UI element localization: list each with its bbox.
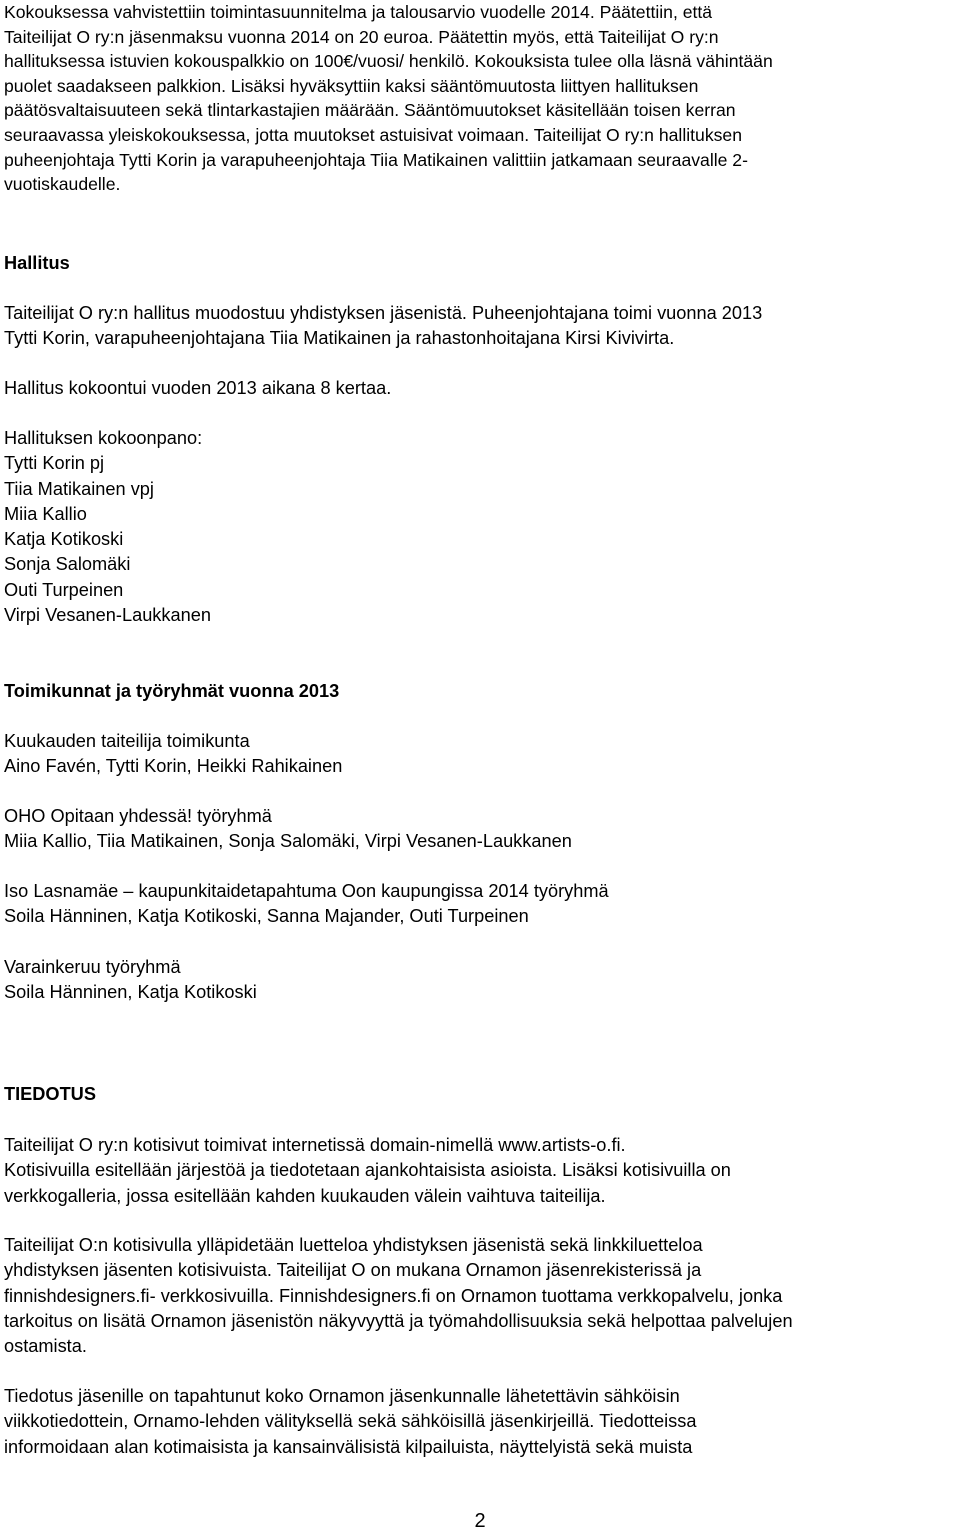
text-line: Kokouksessa vahvistettiin toimintasuunnitelma ja talousarvio vuodelle 2014. Päätettiin, että [4, 2, 713, 22]
group-members: Soila Hänninen, Katja Kotikoski [4, 982, 257, 1003]
group-block [4, 955, 257, 1006]
text-line: verkkogalleria, jossa esitellään kahden kuukauden välein vaihtuva taiteilija. [4, 1185, 606, 1206]
group-block [4, 729, 342, 780]
member-item: Miia Kallio [4, 503, 87, 524]
text-line: vuotiskaudelle. [4, 174, 121, 195]
section-heading-tiedotus: TIEDOTUS [4, 1084, 96, 1104]
group-block [4, 804, 572, 855]
text-line: päätösvaltaisuuteen sekä tlintarkastajien määrään. Sääntömuutokset käsitellään toisen kerran [4, 100, 736, 121]
text-line: puolet saadakseen palkkion. Lisäksi hyväksyttiin kaksi sääntömuutosta liittyen hallituksen [4, 75, 699, 96]
text-line: finnishdesigners.fi- verkkosivuilla. Finnishdesigners.fi on Ornamon tuottama verkkopalvelu, jonka [4, 1285, 783, 1306]
hallitus-meetings-text: Hallitus kokoontui vuoden 2013 aikana 8 kertaa. [4, 378, 392, 398]
text-line: Kotisivuilla esitellään järjestöä ja tiedotetaan ajankohtaisista asioista. Lisäksi kotisivuilla on [4, 1160, 731, 1181]
tiedotus-paragraph [4, 1133, 731, 1209]
group-name: Varainkeruu työryhmä [4, 957, 181, 977]
member-item: Katja Kotikoski [4, 529, 124, 550]
group-members: Miia Kallio, Tiia Matikainen, Sonja Salomäki, Virpi Vesanen-Laukkanen [4, 831, 572, 852]
text-line: hallituksessa istuvien kokouspalkkio on 100€/vuosi/ henkilö. Kokouksista tulee olla läsnä vähintään [4, 51, 773, 72]
group-members: Aino Favén, Tytti Korin, Heikki Rahikainen [4, 756, 343, 777]
page-number: 2 [474, 1510, 486, 1532]
tiedotus-paragraph [4, 1233, 793, 1359]
text-line: Tiedotus jäsenille on tapahtunut koko Ornamon jäsenkunnalle lähetettävin sähköisin [4, 1386, 680, 1406]
intro-paragraph [4, 0, 773, 197]
text-line: Taiteilijat O:n kotisivulla ylläpidetään luetteloa yhdistyksen jäsenistä sekä linkkiluetteloa [4, 1235, 703, 1255]
section-heading-hallitus: Hallitus [4, 253, 70, 273]
member-item: Sonja Salomäki [4, 554, 131, 575]
group-block [4, 879, 609, 930]
member-item: Outi Turpeinen [4, 579, 124, 600]
group-members: Soila Hänninen, Katja Kotikoski, Sanna Majander, Outi Turpeinen [4, 906, 529, 927]
hallitus-paragraph [4, 301, 762, 352]
text-line: Taiteilijat O ry:n kotisivut toimivat internetissä domain-nimellä www.artists-o.fi. [4, 1135, 626, 1155]
text-line: Taiteilijat O ry:n hallitus muodostuu yhdistyksen jäsenistä. Puheenjohtajana toimi vuonna 2013 [4, 303, 763, 323]
text-line: informoidaan alan kotimaisista ja kansainvälisistä kilpailuista, näyttelyistä sekä muista [4, 1436, 693, 1457]
group-name: Kuukauden taiteilija toimikunta [4, 731, 250, 751]
text-line: Tytti Korin, varapuheenjohtajana Tiia Matikainen ja rahastonhoitajana Kirsi Kivivirta. [4, 328, 675, 349]
member-item: Tiia Matikainen vpj [4, 478, 154, 499]
group-name: OHO Opitaan yhdessä! työryhmä [4, 806, 272, 826]
tiedotus-paragraph [4, 1384, 696, 1460]
text-line: yhdistyksen jäsenten kotisivuista. Taiteilijat O on mukana Ornamon jäsenrekisterissä ja [4, 1260, 702, 1281]
hallitus-composition [4, 426, 211, 628]
text-line: viikkotiedottein, Ornamo-lehden välityksellä sekä sähköisillä jäsenkirjeillä. Tiedotteissa [4, 1411, 697, 1432]
member-item: Tytti Korin pj [4, 453, 105, 474]
section-heading-toimikunnat: Toimikunnat ja työryhmät vuonna 2013 [4, 681, 340, 701]
text-line: ostamista. [4, 1336, 87, 1357]
member-item: Virpi Vesanen-Laukkanen [4, 605, 211, 626]
text-line: puheenjohtaja Tytti Korin ja varapuheenjohtaja Tiia Matikainen valittiin jatkamaan seuraavalle 2- [4, 149, 748, 170]
group-name: Iso Lasnamäe – kaupunkitaidetapahtuma Oon kaupungissa 2014 työryhmä [4, 881, 609, 901]
text-line: tarkoitus on lisätä Ornamon jäsenistön näkyvyyttä ja työmahdollisuuksia sekä helpottaa palvelujen [4, 1310, 793, 1331]
text-line: seuraavassa yleiskokouksessa, jotta muutokset astuisivat voimaan. Taiteilijat O ry:n hallituksen [4, 124, 742, 145]
composition-label: Hallituksen kokoonpano: [4, 428, 203, 448]
text-line: Taiteilijat O ry:n jäsenmaksu vuonna 2014 on 20 euroa. Päätettin myös, että Taiteilijat O ry:n [4, 26, 719, 47]
